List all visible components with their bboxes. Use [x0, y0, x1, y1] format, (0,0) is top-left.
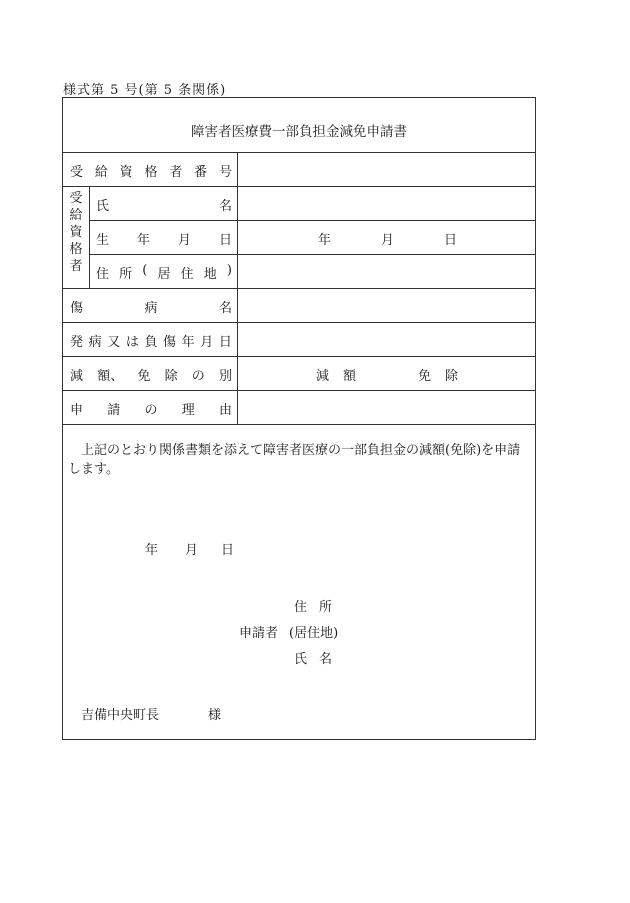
- applicant-address-label: [294, 596, 332, 615]
- label-char: 氏: [96, 199, 110, 214]
- label-char: 所: [119, 267, 133, 282]
- label-char: 居: [157, 267, 171, 282]
- label-char: 住: [96, 267, 110, 282]
- label-char: 資: [119, 165, 133, 180]
- divider: [63, 186, 535, 187]
- birth-month-label: 月: [381, 233, 395, 248]
- divider: [63, 424, 535, 425]
- divider: [63, 288, 535, 289]
- label-char: 年: [136, 233, 150, 248]
- label-char: 由: [218, 403, 232, 418]
- label-char: 又: [107, 335, 121, 350]
- divider: [237, 152, 238, 424]
- label-char: 者: [169, 165, 183, 180]
- birth-day-label: 日: [444, 233, 458, 248]
- applicant-name-label: [294, 648, 332, 667]
- address-label: [96, 263, 232, 282]
- label-char: 名: [318, 652, 332, 667]
- label-char: 年: [181, 335, 195, 350]
- application-form: [62, 97, 536, 740]
- applicant-label: 申請者: [239, 626, 279, 641]
- form-number-caption: 様式第 5 号(第 5 条関係): [63, 83, 227, 98]
- label-char: 免: [418, 369, 432, 384]
- label-char: 受: [70, 165, 84, 180]
- label-char: 減: [70, 369, 84, 384]
- label-char: 除: [164, 369, 178, 384]
- label-char: 日: [218, 335, 232, 350]
- addressee-honorific: 様: [208, 708, 222, 723]
- label-char: の: [191, 369, 205, 384]
- label-char: 理: [181, 403, 195, 418]
- type-label: [70, 365, 232, 384]
- name-label: [96, 195, 232, 214]
- label-char: 名: [218, 199, 232, 214]
- label-char: 所: [318, 600, 332, 615]
- label-char: 病: [88, 335, 102, 350]
- reason-label: [70, 399, 232, 418]
- applicant-residence-label: (居住地): [289, 626, 339, 641]
- disease-label: [70, 297, 232, 316]
- reduction-option[interactable]: [316, 365, 356, 384]
- divider: [89, 186, 90, 288]
- divider: [63, 390, 535, 391]
- onset-date-label: [70, 331, 232, 350]
- label-char: 氏: [294, 652, 308, 667]
- label-char: 別: [218, 369, 232, 384]
- label-char: 資: [69, 225, 83, 240]
- divider: [63, 152, 535, 153]
- label-char: 発: [70, 335, 84, 350]
- label-char: 請: [107, 403, 121, 418]
- divider: [63, 356, 535, 357]
- label-char: は: [125, 335, 139, 350]
- label-char: 日: [218, 233, 232, 248]
- birthdate-label: [96, 229, 232, 248]
- label-char: 住: [294, 600, 308, 615]
- label-char: 号: [218, 165, 232, 180]
- label-char: 名: [218, 301, 232, 316]
- form-title: 障害者医療費一部負担金減免申請書: [191, 124, 407, 140]
- label-char: 格: [144, 165, 158, 180]
- label-char: 地: [203, 267, 217, 282]
- label-char: 除: [444, 369, 458, 384]
- label-char: 病: [144, 301, 158, 316]
- recipient-group-label: [63, 190, 89, 275]
- label-char: 減: [316, 369, 330, 384]
- divider: [89, 220, 535, 221]
- label-char: 傷: [70, 301, 84, 316]
- label-char: 額、: [97, 369, 124, 384]
- date-year-label: 年: [145, 543, 159, 558]
- label-char: 生: [96, 233, 110, 248]
- label-char: 受: [69, 191, 83, 206]
- label-char: 月: [177, 233, 191, 248]
- exemption-option[interactable]: [418, 365, 458, 384]
- recipient-number-label: [70, 161, 232, 180]
- addressee-mayor: 吉備中央町長: [81, 708, 160, 723]
- label-char: 傷: [163, 335, 177, 350]
- divider: [63, 322, 535, 323]
- birth-year-label: 年: [318, 233, 332, 248]
- label-char: 月: [200, 335, 214, 350]
- label-char: 申: [70, 403, 84, 418]
- label-char: 者: [69, 259, 83, 274]
- label-char: 免: [137, 369, 151, 384]
- divider: [89, 254, 535, 255]
- application-statement: 上記のとおり関係書類を添えて障害者医療の一部負担金の減額(免除)を申請します。: [68, 443, 521, 477]
- label-char: 額: [342, 369, 356, 384]
- label-char: 格: [69, 242, 83, 257]
- label-char: 番: [194, 165, 208, 180]
- label-char: ): [226, 263, 232, 278]
- label-char: の: [144, 403, 158, 418]
- label-char: 住: [180, 267, 194, 282]
- date-day-label: 日: [221, 543, 235, 558]
- label-char: 給: [94, 165, 108, 180]
- date-month-label: 月: [185, 543, 199, 558]
- label-char: 給: [69, 208, 83, 223]
- label-char: 負: [144, 335, 158, 350]
- label-char: (: [142, 263, 148, 278]
